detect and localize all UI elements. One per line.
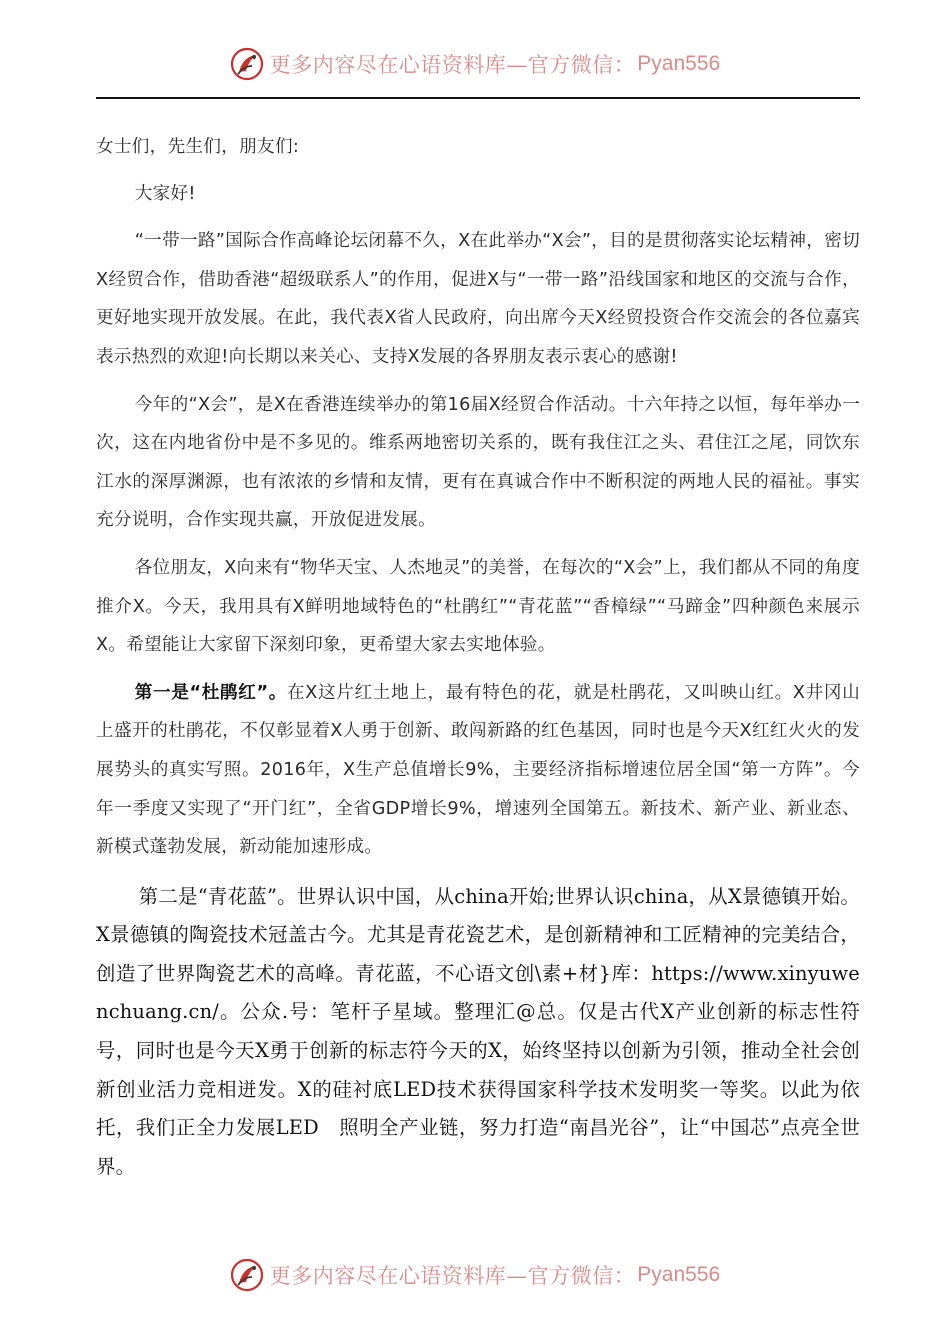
header-banner	[0, 42, 950, 86]
paragraph-4	[96, 674, 860, 867]
paragraph-4-text: 在X这片红土地上，最有特色的花，就是杜鹃花，又叫映山红。X井冈山上盛开的杜鹃花，不仅彰显着X人勇于创新、敢闯新路的红色基因，同时也是今天X红红火火的发展势头的真实写照。2016年，X生产总值增长9%，主要经济指标增速位居全国“第一方阵”。今年一季度又实现了“开门红”，全省GDP增长9%，增速列全国第五。新技术、新产业、新业态、新模式蓬勃发展，新动能加速形成。	[96, 682, 860, 858]
logo-icon	[230, 47, 264, 81]
greeting: 大家好!	[134, 183, 196, 204]
header-divider	[96, 97, 860, 99]
banner-text: 更多内容尽在心语资料库—官方微信：	[269, 1264, 636, 1288]
paragraph-4-lead: 第一是“杜鹃红”。	[134, 682, 288, 703]
banner-wechat-id: Pyan556	[637, 52, 721, 75]
paragraph-2: 今年的“X会”，是X在香港连续举办的第16届X经贸合作活动。十六年持之以恒，每年举办一次，这在内地省份中是不多见的。维系两地密切关系的，既有我住江之头、君住江之尾，同饮东江水的深厚渊源，也有浓浓的乡情和友情，更有在真诚合作中不断积淀的两地人民的福祉。事实充分说明，合作实现共赢，开放促进发展。	[96, 394, 860, 531]
paragraph-3: 各位朋友，X向来有“物华天宝、人杰地灵”的美誉，在每次的“X会”上，我们都从不同的角度推介X。今天，我用具有X鲜明地域特色的“杜鹃红”“青花蓝”“香樟绿”“马蹄金”四种颜色来展示X。希望能让大家留下深刻印象，更希望大家去实地体验。	[96, 557, 860, 656]
footer-banner	[0, 1253, 950, 1297]
paragraph-1: “一带一路”国际合作高峰论坛闭幕不久，X在此举办“X会”，目的是贯彻落实论坛精神，密切X经贸合作，借助香港“超级联系人”的作用，促进X与“一带一路”沿线国家和地区的交流与合作，更好地实现开放发展。在此，我代表X省人民政府，向出席今天X经贸投资合作交流会的各位嘉宾表示热烈的欢迎!向长期以来关心、支持X发展的各界朋友表示衷心的感谢!	[96, 231, 860, 367]
banner-wechat-id: Pyan556	[637, 1263, 721, 1286]
paragraph-5: 第二是“青花蓝”。世界认识中国，从china开始;世界认识china，从X景德镇开始。X景德镇的陶瓷技术冠盖古今。尤其是青花瓷艺术，是创新精神和工匠精神的完美结合，创造了世界陶瓷艺术的高峰。青花蓝，不心语文创\素+材}库：https://www.xinyuwenchuang.cn/。公众.号：笔杆子星域。整理汇@总。仅是古代X产业创新的标志性符号，同时也是今天X勇于创新的标志符今天的X，始终坚持以创新为引领，推动全社会创新创业活力竞相迸发。X的硅衬底LED技术获得国家科学技术发明奖一等奖。以此为依托，我们正全力发展LED 照明全产业链，努力打造“南昌光谷”，让“中国芯”点亮全世界。	[96, 884, 860, 1178]
salutation: 女士们，先生们，朋友们:	[96, 137, 300, 157]
banner-text: 更多内容尽在心语资料库—官方微信：	[269, 53, 636, 77]
document-body	[96, 128, 860, 1186]
logo-icon	[230, 1258, 264, 1292]
